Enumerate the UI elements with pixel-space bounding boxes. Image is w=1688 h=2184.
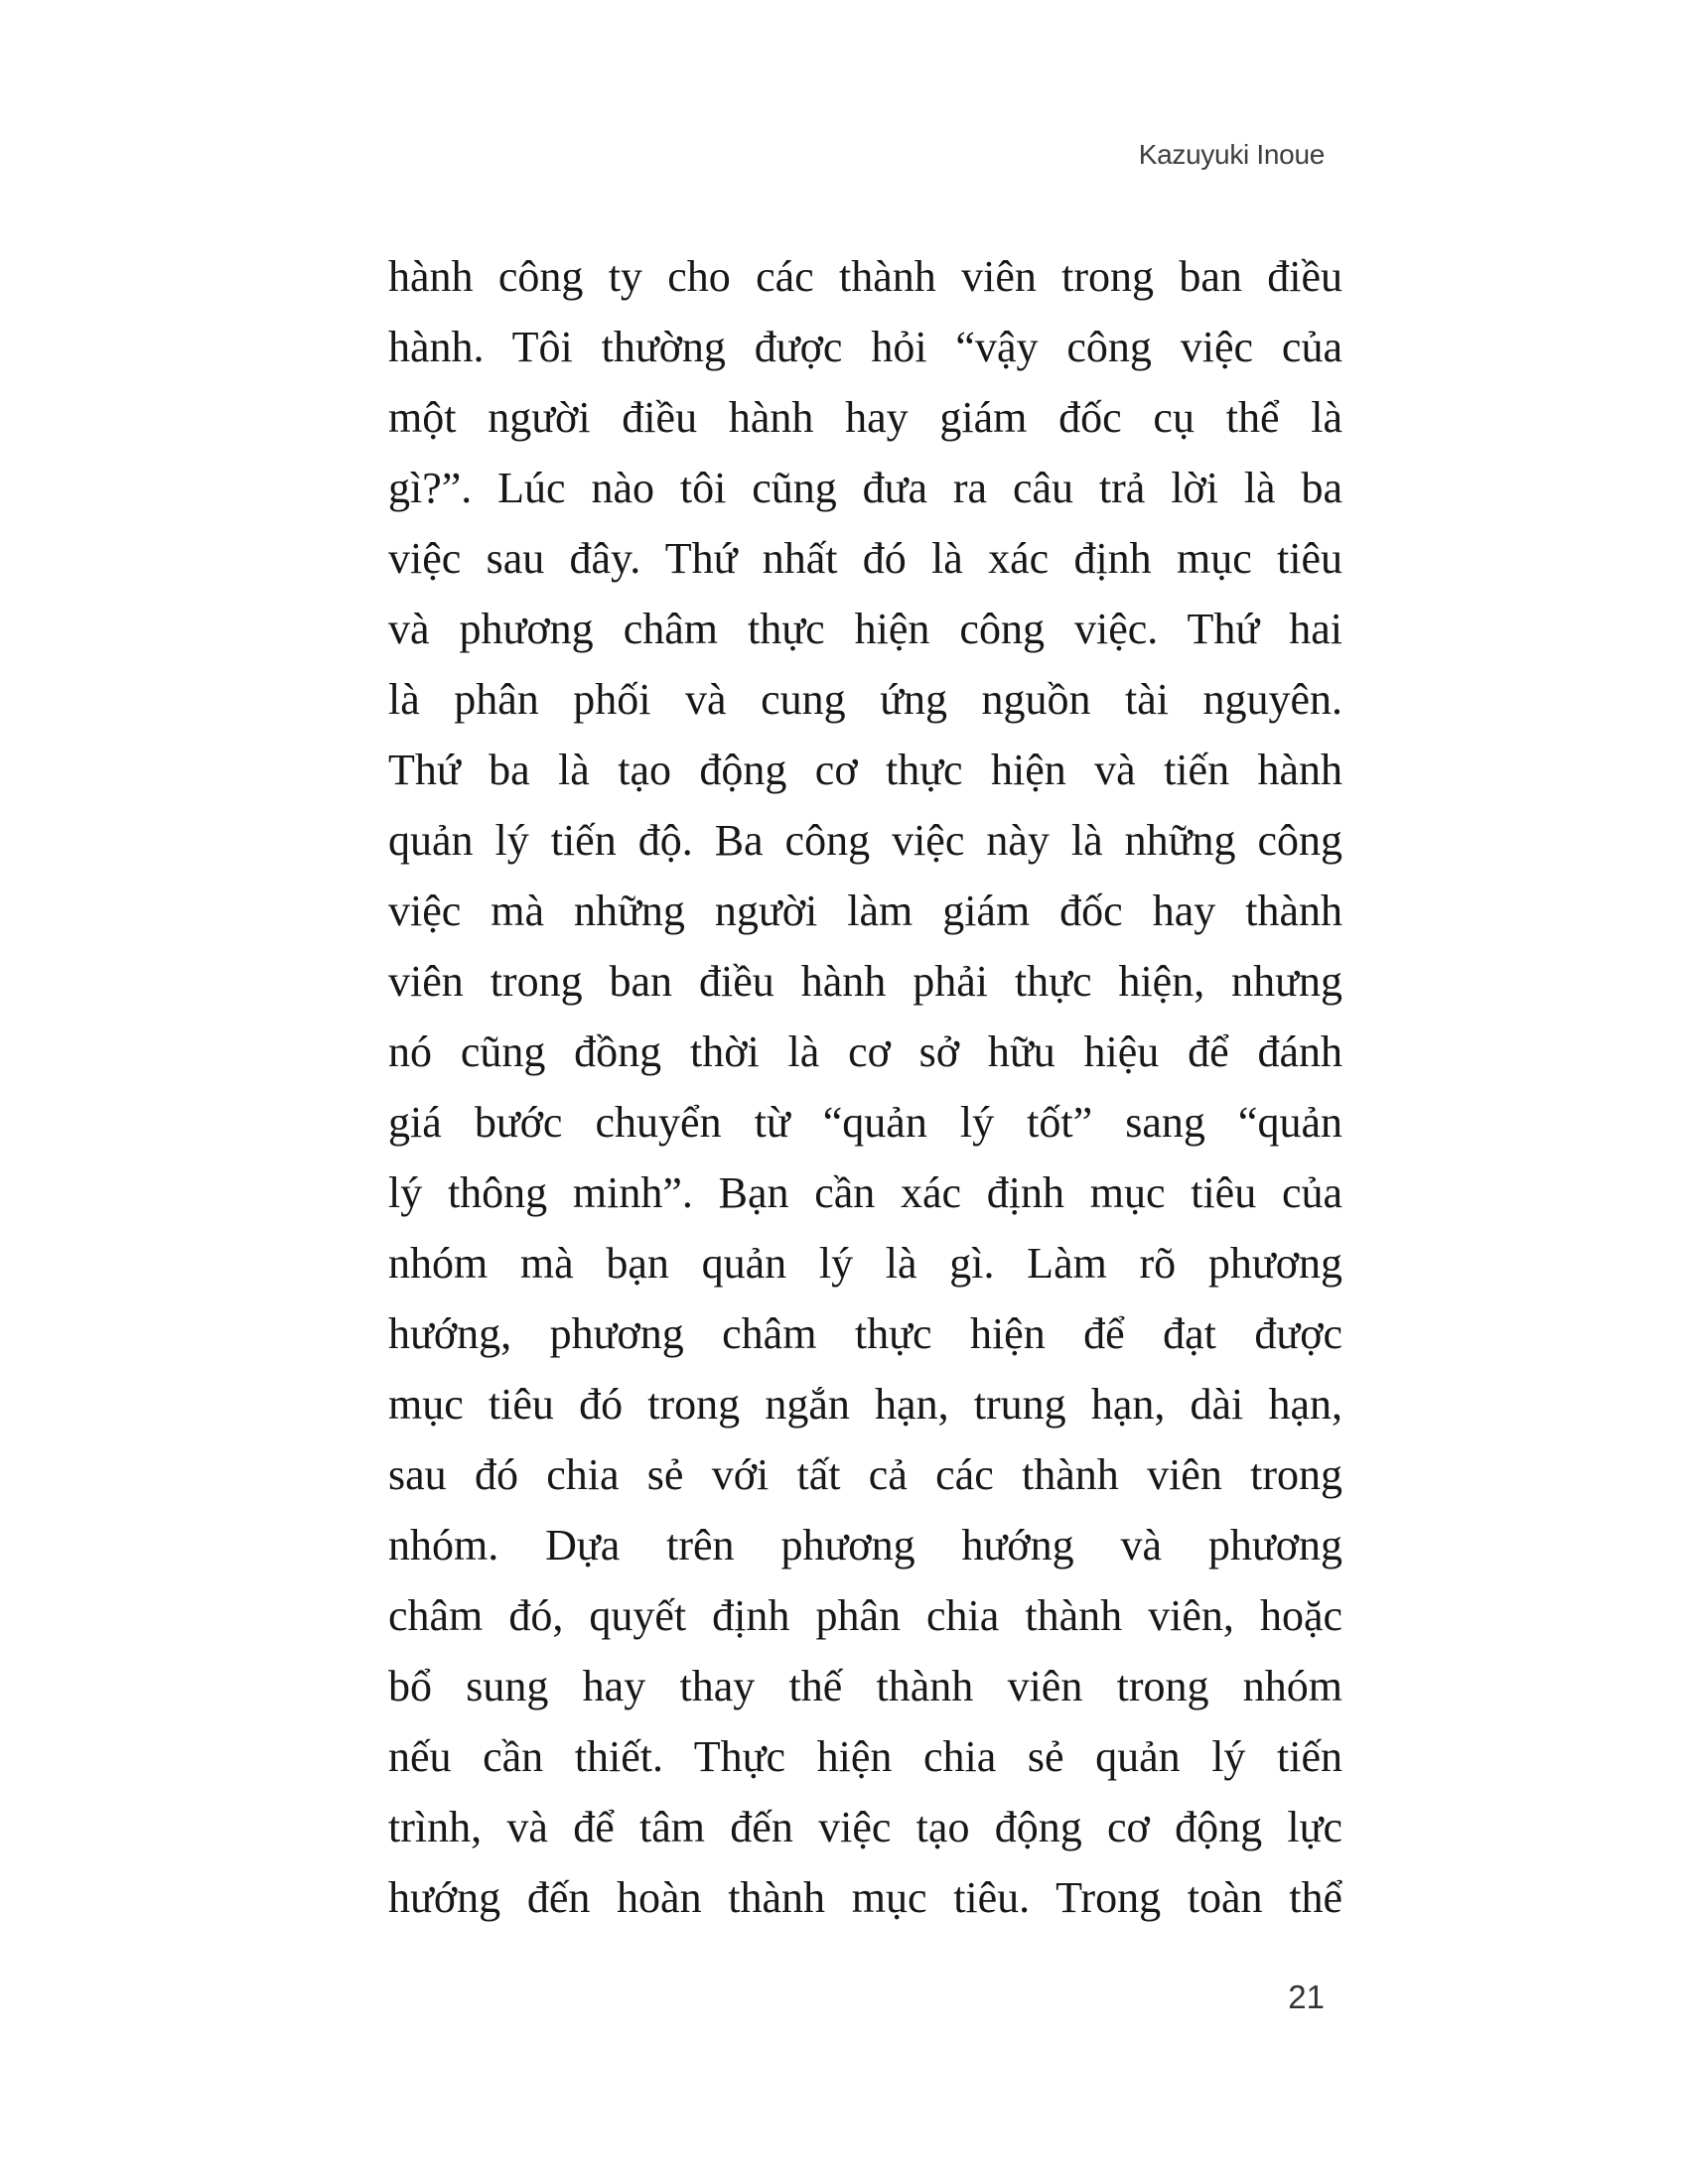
text-line: châm đó, quyết định phân chia thành viên, hoặc (388, 1591, 1342, 1640)
text-line: và phương châm thực hiện công việc. Thứ hai (388, 605, 1342, 653)
text-line: mục tiêu đó trong ngắn hạn, trung hạn, dài hạn, (388, 1380, 1342, 1429)
text-line: viên trong ban điều hành phải thực hiện, nhưng (388, 957, 1342, 1006)
text-line: việc mà những người làm giám đốc hay thành (388, 887, 1342, 935)
text-line: hành công ty cho các thành viên trong ban điều (388, 252, 1342, 301)
page-number: 21 (1288, 1979, 1325, 2015)
text-line: việc sau đây. Thứ nhất đó là xác định mục tiêu (388, 534, 1342, 583)
text-line: Thứ ba là tạo động cơ thực hiện và tiến hành (388, 746, 1342, 794)
text-line: bổ sung hay thay thế thành viên trong nhóm (388, 1662, 1342, 1710)
text-line: hướng đến hoàn thành mục tiêu. Trong toàn thể (388, 1873, 1342, 1922)
text-line: nó cũng đồng thời là cơ sở hữu hiệu để đánh (388, 1027, 1342, 1076)
text-line: nếu cần thiết. Thực hiện chia sẻ quản lý tiến (388, 1732, 1342, 1781)
running-header-author: Kazuyuki Inoue (1138, 139, 1325, 170)
text-line: hành. Tôi thường được hỏi “vậy công việc của (388, 323, 1342, 371)
text-line: quản lý tiến độ. Ba công việc này là những công (388, 816, 1342, 865)
text-line: gì?”. Lúc nào tôi cũng đưa ra câu trả lời là ba (388, 464, 1342, 512)
text-line: là phân phối và cung ứng nguồn tài nguyên. (388, 675, 1342, 724)
text-line: sau đó chia sẻ với tất cả các thành viên trong (388, 1450, 1342, 1499)
text-line: nhóm. Dựa trên phương hướng và phương (388, 1521, 1342, 1570)
text-line: một người điều hành hay giám đốc cụ thể là (388, 393, 1342, 442)
body-text (388, 241, 1342, 1933)
text-line: lý thông minh”. Bạn cần xác định mục tiêu của (388, 1168, 1342, 1217)
text-line: nhóm mà bạn quản lý là gì. Làm rõ phương (388, 1239, 1342, 1288)
text-line: giá bước chuyển từ “quản lý tốt” sang “quản (388, 1098, 1342, 1147)
text-line: hướng, phương châm thực hiện để đạt được (388, 1309, 1342, 1358)
text-line: trình, và để tâm đến việc tạo động cơ động lực (388, 1803, 1342, 1851)
